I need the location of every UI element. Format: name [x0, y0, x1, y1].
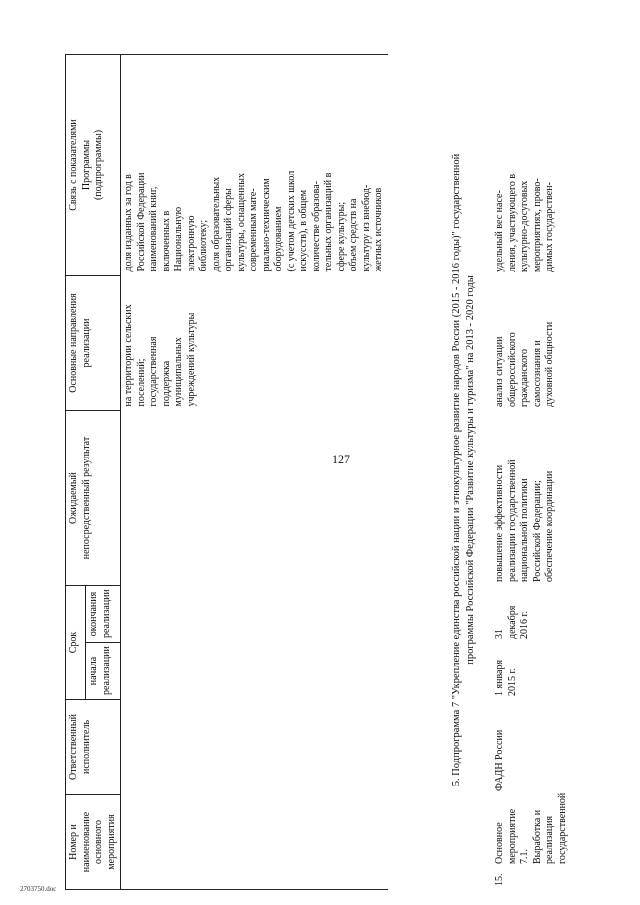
row-number: 15. — [494, 873, 505, 886]
directions-continuation: на территории сельских поселений; государственная поддержка муниципальных учреждений культуры — [123, 304, 197, 407]
header-term: Срок — [66, 586, 86, 700]
start-date: 1 января 2015 г. — [494, 659, 518, 696]
header-end: окончания реализации — [86, 586, 121, 643]
end-date: 31 декабря 2016 г. — [494, 605, 530, 639]
file-name: 2703750.doc — [20, 885, 57, 893]
indicators-continuation: доля изданных за год в Российской Федерации наименований книг, включенных в Национальную электронную библиотеку; доля образовательных организаций сферы культуры, оснащенных современным мате- риально-техническим оборудованием (с учетом детских школ искусств), в общем количестве образова- тельных организаций в сфере культуры; объем средств на культуру из внебюд- жетных источников — [121, 55, 388, 276]
executor: ФАДН России — [494, 729, 505, 791]
table-row-15 — [492, 55, 571, 890]
rotated-page-content — [10, 0, 610, 895]
table-header — [66, 55, 121, 890]
header-indicators-link: Связь с показателями Программы (подпрограммы) — [66, 55, 121, 276]
subprogram-heading: 5. Подпрограмма 7 "Укрепление единства российской нации и этнокультурное развитие народов России (2015 - 2016 годы)" государственной программы Российской Федерации "Развитие культуры и туризма" на 2013 - 2020 годы — [451, 153, 476, 787]
activity-name: Основное мероприятие 7.1. Выработка и реализация государственной — [494, 792, 568, 864]
main-table — [65, 54, 388, 890]
header-executor: Ответственный исполнитель — [66, 700, 121, 795]
page-number: 127 — [332, 452, 350, 466]
header-start: начала реализации — [86, 643, 121, 700]
table-row-continuation — [121, 55, 388, 890]
header-number-name: Номер и наименование основного мероприятия — [66, 795, 121, 890]
main-directions: анализ ситуации общероссийского гражданского самосознания и духовной общности — [494, 321, 555, 407]
expected-result: повышение эффективности реализации государственной национальной политики Российской Федерации; обеспечение координации — [494, 459, 555, 582]
header-main-directions: Основные направления реализации — [66, 276, 121, 411]
indicators-link: удельный вес насе- ления, участвующего в культурно-досуговых мероприятиях, прово- димых государствен- — [494, 173, 555, 272]
header-expected-result: Ожидаемый непосредственный результат — [66, 411, 121, 586]
